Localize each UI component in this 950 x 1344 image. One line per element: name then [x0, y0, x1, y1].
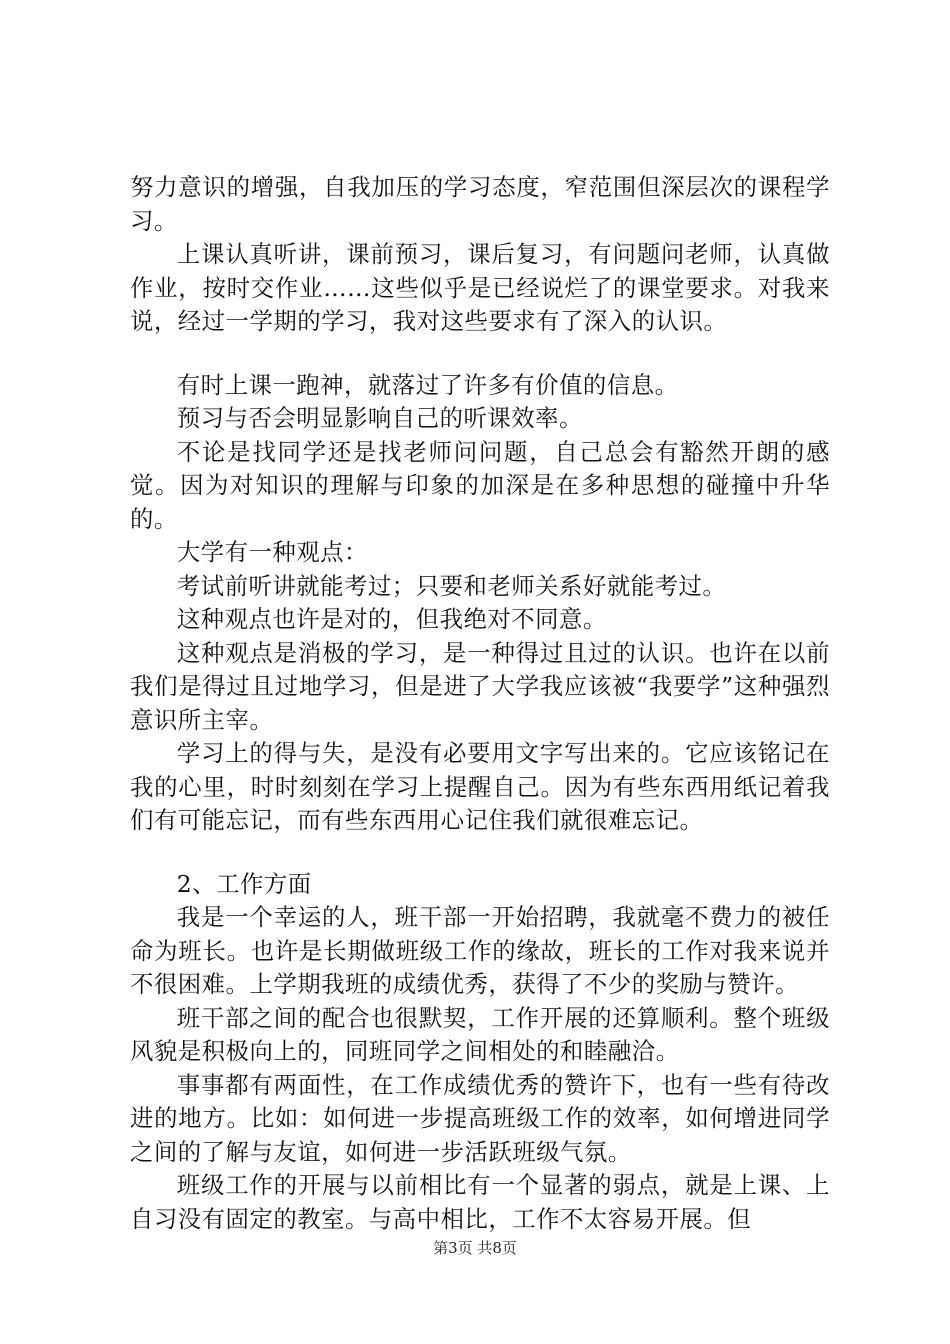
paragraph: 有时上课一跑神，就落过了许多有价值的信息。: [176, 370, 679, 399]
paragraph: 这种观点是消极的学习，是一种得过且过的认识。也许在以前我们是得过且过地学习，但是进了大学我应该被“我要学”这种强烈意识所主宰。: [130, 638, 830, 734]
paragraph: 这种观点也许是对的，但我绝对不同意。: [176, 605, 607, 633]
page-number: 第3页 共8页: [433, 1239, 517, 1257]
paragraph: 学习上的得与失，是没有必要用文字写出来的。它应该铭记在我的心里，时时刻刻在学习上提醒自己。因为有些东西用纸记着我们有可能忘记，而有些东西用心记住我们就很难忘记。: [130, 739, 830, 834]
paragraph: 事事都有两面性，在工作成绩优秀的赞许下，也有一些有待改进的地方。比如：如何进一步提高班级工作的效率，如何增进同学之间的了解与友谊，如何进一步活跃班级气氛。: [130, 1070, 830, 1166]
paragraph: 预习与否会明显影响自己的听课效率。: [176, 404, 583, 432]
paragraph: 考试前听讲就能考过；只要和老师关系好就能考过。: [176, 571, 727, 600]
paragraph: 大学有一种观点：: [176, 538, 368, 566]
paragraph: 班级工作的开展与以前相比有一个显著的弱点，就是上课、上自习没有固定的教室。与高中相比，工作不太容易开展。但: [130, 1171, 830, 1233]
paragraph: 上课认真听讲，课前预习，课后复习，有问题问老师，认真做作业，按时交作业……这些似乎是已经说烂了的课堂要求。对我来说，经过一学期的学习，我对这些要求有了深入的认识。: [130, 240, 830, 335]
page-footer: [0, 1238, 950, 1258]
paragraph-continuation: 努力意识的增强，自我加压的学习态度，窄范围但深层次的课程学习。: [130, 173, 830, 235]
document-body: [130, 171, 830, 1236]
paragraph: 不论是找同学还是找老师问问题，自己总会有豁然开朗的感觉。因为对知识的理解与印象的加深是在多种思想的碰撞中升华的。: [130, 437, 830, 533]
section-heading: 2、工作方面: [176, 869, 312, 898]
paragraph: 班干部之间的配合也很默契，工作开展的还算顺利。整个班级风貌是积极向上的，同班同学之间相处的和睦融洽。: [130, 1003, 830, 1065]
paragraph: 我是一个幸运的人，班干部一开始招聘，我就毫不费力的被任命为班长。也许是长期做班级工作的缘故，班长的工作对我来说并不很困难。上学期我班的成绩优秀，获得了不少的奖励与赞许。: [130, 903, 830, 998]
